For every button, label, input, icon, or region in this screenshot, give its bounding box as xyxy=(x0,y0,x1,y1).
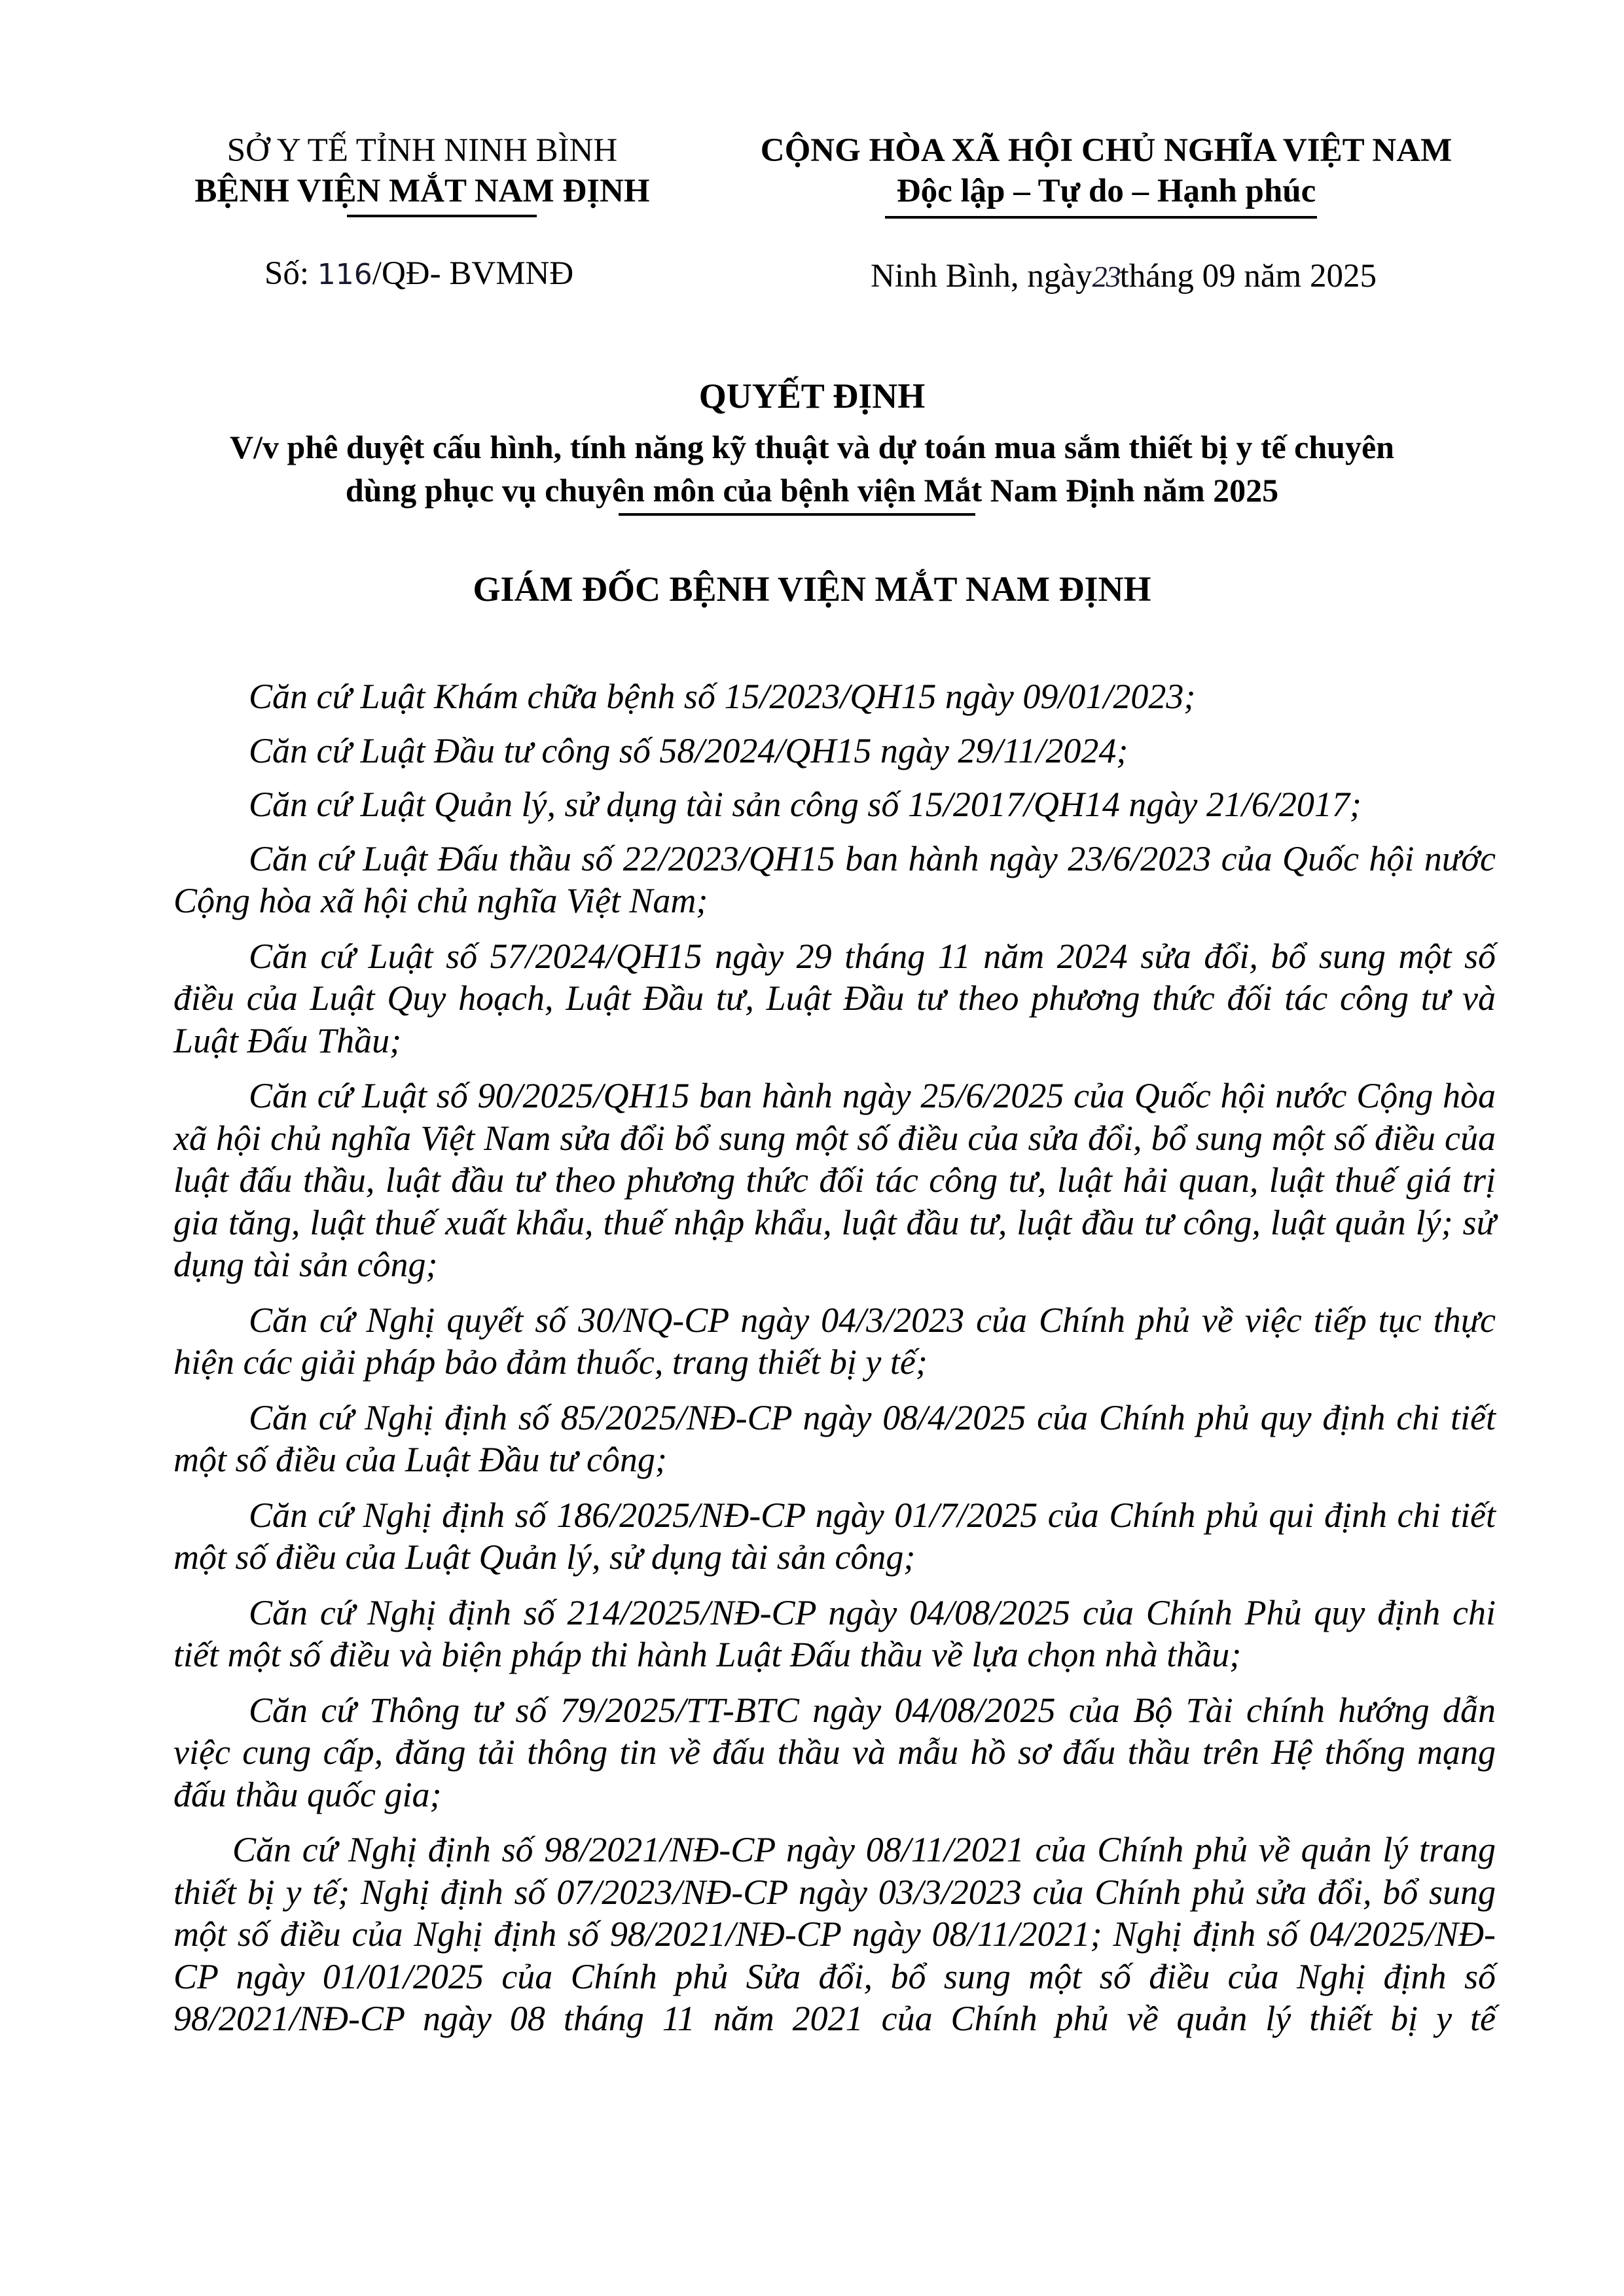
legal-basis-item: Căn cứ Luật Đấu thầu số 22/2023/QH15 ban hành ngày 23/6/2023 của Quốc hội nước Cộng hòa xã hội chủ nghĩa Việt Nam; xyxy=(173,838,1496,920)
legal-basis-item: Căn cứ Nghị quyết số 30/NQ-CP ngày 04/3/2023 của Chính phủ về việc tiếp tục thực hiện các giải pháp bảo đảm thuốc, trang thiết bị y tế; xyxy=(173,1300,1496,1382)
legal-basis-item: Căn cứ Luật Khám chữa bệnh số 15/2023/QH15 ngày 09/01/2023; xyxy=(249,677,1196,716)
legal-basis-item: Căn cứ Luật Đầu tư công số 58/2024/QH15 ngày 29/11/2024; xyxy=(249,730,1128,770)
issuing-authority-underline xyxy=(347,215,537,217)
legal-basis-item: Căn cứ Nghị định số 85/2025/NĐ-CP ngày 08/4/2025 của Chính phủ quy định chi tiết một số điều của Luật Đầu tư công; xyxy=(173,1397,1496,1479)
legal-basis-item: Căn cứ Thông tư số 79/2025/TT-BTC ngày 04/08/2025 của Bộ Tài chính hướng dẫn việc cung cấp, đăng tải thông tin về đấu thầu và mẫu hồ sơ đấu thầu trên Hệ thống mạng đấu thầu quốc gia; xyxy=(173,1690,1496,1814)
issue-date-suffix: tháng 09 năm 2025 xyxy=(1119,258,1377,295)
legal-basis-item: Căn cứ Nghị định số 214/2025/NĐ-CP ngày 04/08/2025 của Chính Phủ quy định chi tiết một số điều và biện pháp thi hành Luật Đấu thầu về lựa chọn nhà thầu; xyxy=(173,1592,1496,1674)
document-number-suffix: /QĐ- BVMNĐ xyxy=(372,255,574,292)
legal-basis-item: Căn cứ Luật số 57/2024/QH15 ngày 29 tháng 11 năm 2024 sửa đổi, bổ sung một số điều của Luật Quy hoạch, Luật Đầu tư, Luật Đầu tư theo phương thức đối tác công tư và Luật Đấu Thầu; xyxy=(173,936,1496,1060)
legal-basis-item: Căn cứ Luật Quản lý, sử dụng tài sản công số 15/2017/QH14 ngày 21/6/2017; xyxy=(249,785,1362,824)
legal-basis-item: Căn cứ Nghị định số 98/2021/NĐ-CP ngày 08/11/2021 của Chính phủ về quản lý trang thiết bị y tế; Nghị định số 07/2023/NĐ-CP ngày 03/3/2023 của Chính phủ sửa đổi, bổ sung một số điều của Nghị định số 98/2021/NĐ-CP ngày 08/11/2021; Nghị định số 04/2025/NĐ-CP ngày 01/01/2025 của Chính phủ Sửa đổi, bổ sung một số điều của Nghị định số 98/2021/NĐ-CP ngày 08 tháng 11 năm 2021 của Chính phủ về quản lý thiết bị y tế xyxy=(173,1830,1496,2038)
issue-date-prefix: Ninh Bình, ngày xyxy=(871,258,1092,295)
document-number xyxy=(264,254,573,295)
issue-date-day: 23 xyxy=(1092,260,1120,293)
legal-basis-item: Căn cứ Nghị định số 186/2025/NĐ-CP ngày 01/7/2025 của Chính phủ qui định chi tiết một số điều của Luật Quản lý, sử dụng tài sản công; xyxy=(173,1495,1496,1577)
national-motto-underline xyxy=(885,216,1317,219)
legal-basis-item: Căn cứ Luật số 90/2025/QH15 ban hành ngày 25/6/2025 của Quốc hội nước Cộng hòa xã hội chủ nghĩa Việt Nam sửa đổi bổ sung một số điều của sửa đổi, bổ sung một số điều của luật đấu thầu, luật đầu tư theo phương thức đối tác công tư, luật hải quan, luật thuế giá trị gia tăng, luật thuế xuất khẩu, thuế nhập khẩu, luật đầu tư, luật đầu tư công, luật quản lý; sử dụng tài sản công; xyxy=(173,1076,1496,1284)
issuing-authority: BỆNH VIỆN MẮT NAM ĐỊNH xyxy=(194,173,650,209)
document-number-value: 116 xyxy=(317,258,372,291)
decision-title: QUYẾT ĐỊNH xyxy=(698,376,926,416)
issue-date xyxy=(871,257,1377,296)
legal-basis xyxy=(173,675,1496,2053)
decision-subject-line-1: V/v phê duyệt cấu hình, tính năng kỹ thuật và dự toán mua sắm thiết bị y tế chuyên xyxy=(230,429,1394,465)
national-title: CỘNG HÒA XÃ HỘI CHỦ NGHĨA VIỆT NAM xyxy=(760,132,1453,169)
decision-subject-line-2: dùng phục vụ chuyên môn của bệnh viện Mắt Nam Định năm 2025 xyxy=(345,472,1279,509)
issuing-authority-parent: SỞ Y TẾ TỈNH NINH BÌNH xyxy=(226,132,618,169)
document-number-prefix: Số: xyxy=(264,255,310,292)
signing-authority: GIÁM ĐỐC BỆNH VIỆN MẮT NAM ĐỊNH xyxy=(473,569,1151,609)
national-motto: Độc lập – Tự do – Hạnh phúc xyxy=(896,173,1316,209)
decision-subject-underline xyxy=(619,513,975,516)
